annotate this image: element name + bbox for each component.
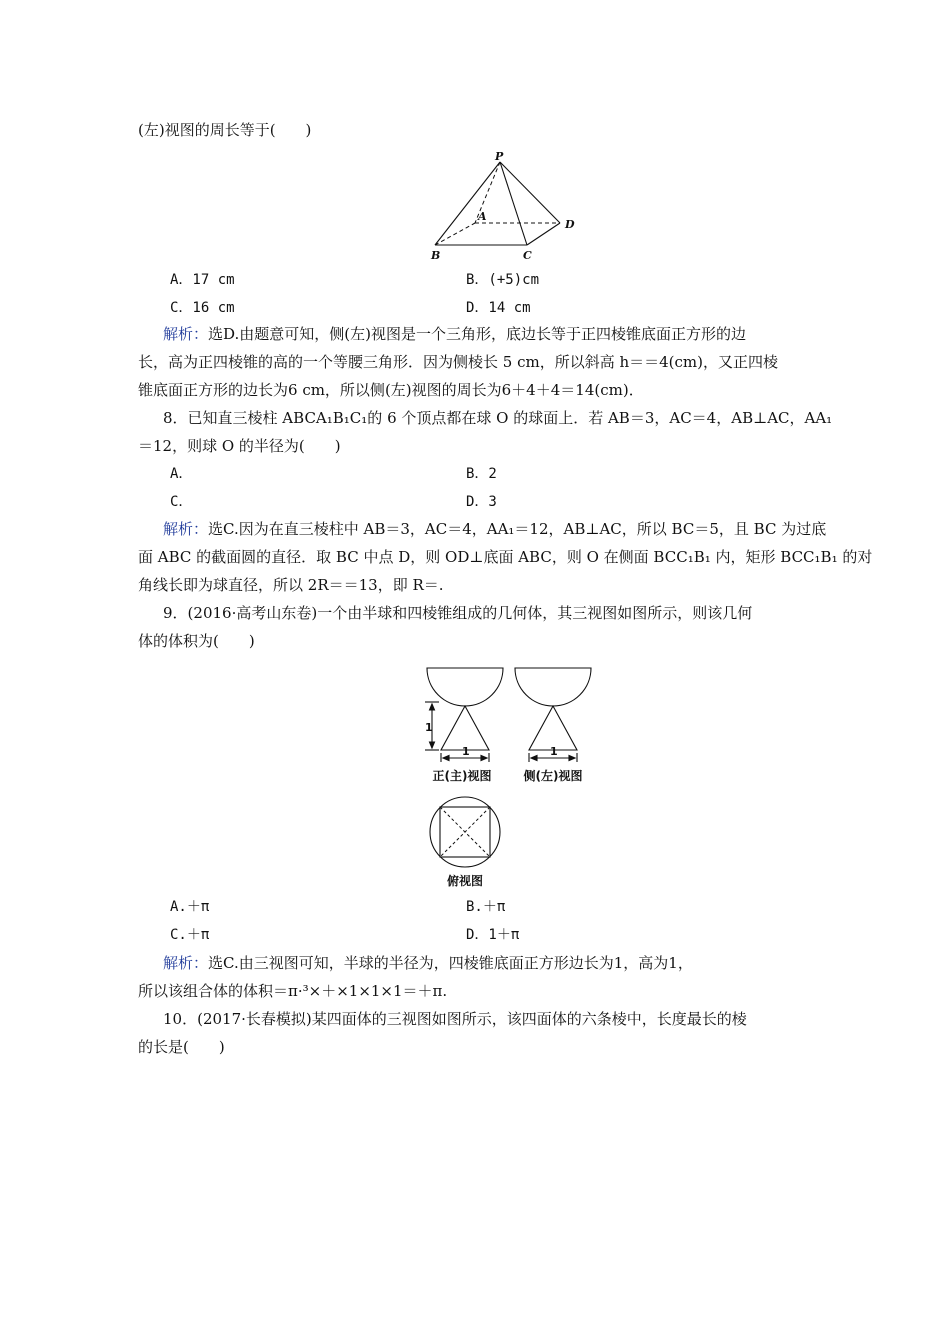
q9-stem-line-2: 体的体积为( ) [138,632,255,650]
q7-option-a: A．17 cm [170,272,235,288]
label-p: P [495,150,504,163]
q8-option-d: D．3 [466,494,497,510]
q8-option-b: B．2 [466,466,497,482]
q9-option-c: C.＋π [170,927,210,943]
label-c: C [523,249,532,262]
dim-side-width: 1 [550,745,558,758]
front-view-caption: 正(主)视图 [432,769,492,783]
q7-option-b: B．(+5)cm [466,272,540,288]
q9-solution-line-1: 解析：选C.由三视图可知，半球的半径为，四棱锥底面正方形边长为1，高为1， [163,954,693,972]
q8-option-c: C． [170,494,193,510]
three-view-figure [405,662,605,890]
top-view-caption: 俯视图 [446,874,484,888]
q7-option-c: C．16 cm [170,300,235,316]
q10-stem-line-1: 10．(2017·长春模拟)某四面体的三视图如图所示，该四面体的六条棱中，长度最长的棱 [163,1010,747,1028]
dim-front-height: 1 [425,721,433,734]
q9-stem-line-1: 9．(2016·高考山东卷)一个由半球和四棱锥组成的几何体，其三视图如图所示，则该几何 [163,604,753,622]
side-view-caption: 侧(左)视图 [523,769,583,783]
q7-option-d: D．14 cm [466,300,531,316]
pyramid-figure [420,150,580,265]
q8-stem-line-1: 8．已知直三棱柱 ABCA₁B₁C₁的 6 个顶点都在球 O 的球面上．若 AB＝3，AC＝4，AB⊥AC，AA₁ [163,409,833,427]
q7-solution-line-1: 解析：选D.由题意可知，侧(左)视图是一个三角形，底边长等于正四棱锥底面正方形的边 [163,325,746,343]
label-b: B [431,249,441,262]
q8-stem-line-2: ＝12，则球 O 的半径为( ) [138,437,341,455]
q9-option-d: D．1＋π [466,927,520,943]
q8-solution-line-1: 解析：选C.因为在直三棱柱中 AB＝3，AC＝4，AA₁＝12，AB⊥AC，所以 BC＝5，且 BC 为过底 [163,520,827,538]
answer-label: 解析： [163,325,209,343]
answer-label: 解析： [163,520,209,538]
label-d: D [565,218,575,231]
dim-front-width: 1 [462,745,470,758]
q7-stem-tail: (左)视图的周长等于( ) [138,121,312,139]
q9-option-b: B.＋π [466,899,506,915]
q9-solution-line-2: 所以该组合体的体积＝π·³×＋×1×1×1＝＋π. [138,982,448,1000]
q8-solution-line-3: 角线长即为球直径，所以 2R＝＝13，即 R＝. [138,576,444,594]
q9-option-a: A.＋π [170,899,210,915]
q8-option-a: A． [170,466,193,482]
label-a: A [478,210,487,223]
q8-solution-line-2: 面 ABC 的截面圆的直径．取 BC 中点 D，则 OD⊥底面 ABC，则 O 在侧面 BCC₁B₁ 内，矩形 BCC₁B₁ 的对 [138,548,873,566]
q7-solution-line-2: 长，高为正四棱锥的高的一个等腰三角形．因为侧棱长 5 cm，所以斜高 h＝＝4(cm)，又正四棱 [138,353,779,371]
q7-solution-line-3: 锥底面正方形的边长为6 cm，所以侧(左)视图的周长为6＋4＋4＝14(cm)． [138,381,644,399]
answer-label: 解析： [163,954,209,972]
q10-stem-line-2: 的长是( ) [138,1038,225,1056]
